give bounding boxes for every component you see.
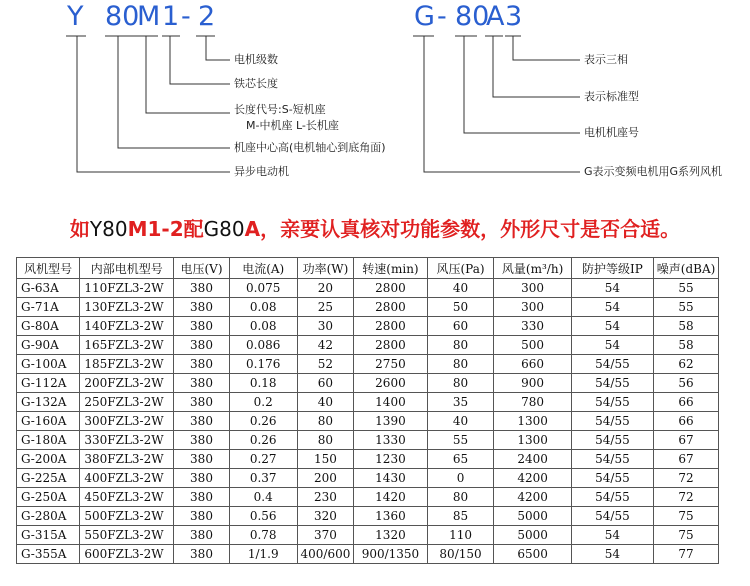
table-row bbox=[17, 469, 719, 488]
cell-noise: 75 bbox=[654, 507, 719, 526]
cell-pressure: 35 bbox=[427, 393, 494, 412]
code-char-y: Y bbox=[67, 1, 84, 32]
table-row bbox=[17, 279, 719, 298]
cell-noise: 72 bbox=[654, 469, 719, 488]
cell-voltage: 380 bbox=[174, 279, 230, 298]
code-char-a: A bbox=[486, 1, 505, 32]
cell-current: 0.176 bbox=[229, 355, 297, 374]
cell-speed: 1230 bbox=[354, 450, 427, 469]
cell-noise: 67 bbox=[654, 431, 719, 450]
cell-voltage: 380 bbox=[174, 355, 230, 374]
model-code-diagram bbox=[0, 0, 750, 200]
cell-pressure: 110 bbox=[427, 526, 494, 545]
cell-fan-model: G-280A bbox=[17, 507, 80, 526]
cell-noise: 67 bbox=[654, 450, 719, 469]
banner-rest: ，亲要认真核对功能参数，外形尺寸是否合适。 bbox=[260, 217, 681, 241]
table-row bbox=[17, 431, 719, 450]
cell-power: 150 bbox=[297, 450, 354, 469]
cell-pressure: 40 bbox=[427, 279, 494, 298]
cell-airflow: 5000 bbox=[494, 526, 571, 545]
cell-noise: 75 bbox=[654, 526, 719, 545]
cell-power: 400/600 bbox=[297, 545, 354, 564]
cell-noise: 66 bbox=[654, 412, 719, 431]
cell-current: 0.26 bbox=[229, 412, 297, 431]
cell-speed: 2800 bbox=[354, 336, 427, 355]
cell-power: 52 bbox=[297, 355, 354, 374]
cell-speed: 2750 bbox=[354, 355, 427, 374]
cell-current: 0.37 bbox=[229, 469, 297, 488]
cell-current: 0.18 bbox=[229, 374, 297, 393]
cell-airflow: 1300 bbox=[494, 431, 571, 450]
cell-motor-model: 550FZL3-2W bbox=[80, 526, 174, 545]
cell-power: 42 bbox=[297, 336, 354, 355]
table-row bbox=[17, 412, 719, 431]
cell-noise: 58 bbox=[654, 317, 719, 336]
annotation-g-series: G表示变频电机用G系列风机 bbox=[584, 165, 723, 178]
cell-current: 0.086 bbox=[229, 336, 297, 355]
table-body bbox=[17, 279, 719, 564]
cell-ip-rating: 54 bbox=[571, 279, 653, 298]
code-char-g: G bbox=[414, 1, 435, 32]
cell-power: 200 bbox=[297, 469, 354, 488]
cell-pressure: 80 bbox=[427, 488, 494, 507]
cell-speed: 1420 bbox=[354, 488, 427, 507]
cell-fan-model: G-355A bbox=[17, 545, 80, 564]
code-char-m: M bbox=[137, 1, 161, 32]
header-fan-model: 风机型号 bbox=[17, 258, 80, 279]
cell-voltage: 380 bbox=[174, 412, 230, 431]
cell-power: 80 bbox=[297, 412, 354, 431]
cell-speed: 2600 bbox=[354, 374, 427, 393]
cell-speed: 2800 bbox=[354, 279, 427, 298]
cell-voltage: 380 bbox=[174, 298, 230, 317]
annotation-frame-number: 电机机座号 bbox=[584, 126, 639, 139]
cell-pressure: 50 bbox=[427, 298, 494, 317]
annotation-standard-type: 表示标准型 bbox=[584, 90, 639, 103]
banner-m12: M1-2 bbox=[127, 217, 184, 241]
cell-fan-model: G-63A bbox=[17, 279, 80, 298]
cell-fan-model: G-160A bbox=[17, 412, 80, 431]
cell-speed: 1360 bbox=[354, 507, 427, 526]
annotation-length-code: 长度代号:S-短机座 bbox=[234, 103, 326, 116]
cell-voltage: 380 bbox=[174, 545, 230, 564]
table-row bbox=[17, 298, 719, 317]
notice-banner bbox=[0, 213, 750, 245]
annotation-core-length: 铁芯长度 bbox=[234, 77, 278, 90]
header-ip-rating: 防护等级IP bbox=[571, 258, 653, 279]
cell-speed: 1320 bbox=[354, 526, 427, 545]
header-current: 电流(A) bbox=[229, 258, 297, 279]
cell-voltage: 380 bbox=[174, 336, 230, 355]
cell-ip-rating: 54/55 bbox=[571, 469, 653, 488]
cell-fan-model: G-250A bbox=[17, 488, 80, 507]
cell-voltage: 380 bbox=[174, 317, 230, 336]
code-char-dash-right: - bbox=[437, 1, 447, 32]
cell-noise: 72 bbox=[654, 488, 719, 507]
cell-power: 25 bbox=[297, 298, 354, 317]
cell-noise: 55 bbox=[654, 298, 719, 317]
cell-motor-model: 380FZL3-2W bbox=[80, 450, 174, 469]
cell-fan-model: G-200A bbox=[17, 450, 80, 469]
cell-ip-rating: 54/55 bbox=[571, 450, 653, 469]
cell-noise: 66 bbox=[654, 393, 719, 412]
cell-fan-model: G-315A bbox=[17, 526, 80, 545]
cell-motor-model: 500FZL3-2W bbox=[80, 507, 174, 526]
cell-speed: 2800 bbox=[354, 317, 427, 336]
cell-motor-model: 330FZL3-2W bbox=[80, 431, 174, 450]
cell-ip-rating: 54/55 bbox=[571, 488, 653, 507]
banner-prefix: 如 bbox=[69, 217, 90, 241]
cell-fan-model: G-112A bbox=[17, 374, 80, 393]
cell-current: 0.27 bbox=[229, 450, 297, 469]
cell-ip-rating: 54 bbox=[571, 298, 653, 317]
cell-ip-rating: 54/55 bbox=[571, 393, 653, 412]
cell-noise: 77 bbox=[654, 545, 719, 564]
cell-airflow: 5000 bbox=[494, 507, 571, 526]
fan-spec-table bbox=[16, 257, 719, 564]
header-voltage: 电压(V) bbox=[174, 258, 230, 279]
cell-airflow: 1300 bbox=[494, 412, 571, 431]
cell-airflow: 300 bbox=[494, 279, 571, 298]
cell-airflow: 330 bbox=[494, 317, 571, 336]
cell-power: 30 bbox=[297, 317, 354, 336]
cell-current: 0.56 bbox=[229, 507, 297, 526]
cell-fan-model: G-90A bbox=[17, 336, 80, 355]
cell-fan-model: G-71A bbox=[17, 298, 80, 317]
cell-ip-rating: 54/55 bbox=[571, 507, 653, 526]
banner-pei: 配 bbox=[183, 217, 204, 241]
code-char-2: 2 bbox=[198, 1, 216, 32]
cell-power: 40 bbox=[297, 393, 354, 412]
cell-airflow: 900 bbox=[494, 374, 571, 393]
cell-ip-rating: 54 bbox=[571, 317, 653, 336]
cell-motor-model: 300FZL3-2W bbox=[80, 412, 174, 431]
table-row bbox=[17, 545, 719, 564]
cell-airflow: 4200 bbox=[494, 488, 571, 507]
cell-voltage: 380 bbox=[174, 526, 230, 545]
cell-current: 0.2 bbox=[229, 393, 297, 412]
code-char-1: 1 bbox=[162, 1, 180, 32]
header-speed: 转速(min) bbox=[354, 258, 427, 279]
table-row bbox=[17, 507, 719, 526]
annotation-three-phase: 表示三相 bbox=[584, 53, 628, 66]
cell-fan-model: G-132A bbox=[17, 393, 80, 412]
cell-pressure: 55 bbox=[427, 431, 494, 450]
cell-ip-rating: 54 bbox=[571, 526, 653, 545]
banner-g: G bbox=[203, 217, 220, 241]
table-row bbox=[17, 393, 719, 412]
table-row bbox=[17, 336, 719, 355]
annotation-frame-height: 机座中心高(电机轴心到底角面) bbox=[234, 141, 386, 154]
cell-speed: 1330 bbox=[354, 431, 427, 450]
cell-pressure: 60 bbox=[427, 317, 494, 336]
header-pressure: 风压(Pa) bbox=[427, 258, 494, 279]
cell-airflow: 780 bbox=[494, 393, 571, 412]
cell-airflow: 660 bbox=[494, 355, 571, 374]
cell-current: 0.075 bbox=[229, 279, 297, 298]
cell-motor-model: 140FZL3-2W bbox=[80, 317, 174, 336]
code-char-dash: - bbox=[181, 1, 191, 32]
cell-noise: 62 bbox=[654, 355, 719, 374]
cell-motor-model: 450FZL3-2W bbox=[80, 488, 174, 507]
cell-ip-rating: 54/55 bbox=[571, 355, 653, 374]
cell-speed: 2800 bbox=[354, 298, 427, 317]
cell-pressure: 65 bbox=[427, 450, 494, 469]
code-char-80: 80 bbox=[105, 1, 140, 32]
header-noise: 噪声(dBA) bbox=[654, 258, 719, 279]
cell-ip-rating: 54 bbox=[571, 545, 653, 564]
banner-80b: 80 bbox=[219, 217, 245, 241]
code-char-80-right: 80 bbox=[455, 1, 490, 32]
cell-airflow: 2400 bbox=[494, 450, 571, 469]
table-row bbox=[17, 526, 719, 545]
annotation-async-motor: 异步电动机 bbox=[234, 165, 289, 178]
cell-voltage: 380 bbox=[174, 507, 230, 526]
annotation-pole-count: 电机级数 bbox=[234, 53, 278, 66]
cell-fan-model: G-180A bbox=[17, 431, 80, 450]
cell-pressure: 85 bbox=[427, 507, 494, 526]
cell-voltage: 380 bbox=[174, 450, 230, 469]
cell-ip-rating: 54/55 bbox=[571, 374, 653, 393]
cell-ip-rating: 54 bbox=[571, 336, 653, 355]
cell-motor-model: 185FZL3-2W bbox=[80, 355, 174, 374]
cell-current: 0.08 bbox=[229, 317, 297, 336]
cell-pressure: 80 bbox=[427, 336, 494, 355]
banner-a: A bbox=[244, 217, 261, 241]
cell-motor-model: 130FZL3-2W bbox=[80, 298, 174, 317]
banner-80a: 80 bbox=[102, 217, 128, 241]
table-row bbox=[17, 488, 719, 507]
table-row bbox=[17, 355, 719, 374]
cell-motor-model: 200FZL3-2W bbox=[80, 374, 174, 393]
cell-fan-model: G-80A bbox=[17, 317, 80, 336]
cell-power: 20 bbox=[297, 279, 354, 298]
cell-voltage: 380 bbox=[174, 374, 230, 393]
cell-pressure: 80/150 bbox=[427, 545, 494, 564]
cell-current: 0.08 bbox=[229, 298, 297, 317]
cell-current: 0.26 bbox=[229, 431, 297, 450]
cell-motor-model: 250FZL3-2W bbox=[80, 393, 174, 412]
cell-motor-model: 600FZL3-2W bbox=[80, 545, 174, 564]
cell-ip-rating: 54/55 bbox=[571, 431, 653, 450]
cell-speed: 900/1350 bbox=[354, 545, 427, 564]
cell-power: 320 bbox=[297, 507, 354, 526]
banner-y: Y bbox=[89, 217, 103, 241]
cell-speed: 1390 bbox=[354, 412, 427, 431]
cell-airflow: 6500 bbox=[494, 545, 571, 564]
cell-pressure: 80 bbox=[427, 355, 494, 374]
cell-motor-model: 110FZL3-2W bbox=[80, 279, 174, 298]
cell-pressure: 80 bbox=[427, 374, 494, 393]
header-motor-model: 内部电机型号 bbox=[80, 258, 174, 279]
cell-noise: 58 bbox=[654, 336, 719, 355]
cell-current: 0.4 bbox=[229, 488, 297, 507]
cell-airflow: 500 bbox=[494, 336, 571, 355]
cell-motor-model: 400FZL3-2W bbox=[80, 469, 174, 488]
cell-pressure: 0 bbox=[427, 469, 494, 488]
cell-power: 370 bbox=[297, 526, 354, 545]
header-power: 功率(W) bbox=[297, 258, 354, 279]
cell-power: 230 bbox=[297, 488, 354, 507]
cell-voltage: 380 bbox=[174, 431, 230, 450]
cell-ip-rating: 54/55 bbox=[571, 412, 653, 431]
cell-current: 1/1.9 bbox=[229, 545, 297, 564]
code-char-3: 3 bbox=[505, 1, 523, 32]
cell-speed: 1430 bbox=[354, 469, 427, 488]
cell-voltage: 380 bbox=[174, 469, 230, 488]
cell-noise: 55 bbox=[654, 279, 719, 298]
annotation-length-code-2: M-中机座 L-长机座 bbox=[246, 119, 339, 132]
cell-current: 0.78 bbox=[229, 526, 297, 545]
cell-speed: 1400 bbox=[354, 393, 427, 412]
cell-motor-model: 165FZL3-2W bbox=[80, 336, 174, 355]
header-airflow: 风量(m³/h) bbox=[494, 258, 571, 279]
cell-voltage: 380 bbox=[174, 488, 230, 507]
table-header-row bbox=[17, 258, 719, 279]
cell-power: 60 bbox=[297, 374, 354, 393]
cell-fan-model: G-100A bbox=[17, 355, 80, 374]
cell-airflow: 4200 bbox=[494, 469, 571, 488]
table-row bbox=[17, 374, 719, 393]
cell-pressure: 40 bbox=[427, 412, 494, 431]
cell-airflow: 300 bbox=[494, 298, 571, 317]
table-row bbox=[17, 450, 719, 469]
table-row bbox=[17, 317, 719, 336]
cell-noise: 56 bbox=[654, 374, 719, 393]
cell-voltage: 380 bbox=[174, 393, 230, 412]
cell-power: 80 bbox=[297, 431, 354, 450]
cell-fan-model: G-225A bbox=[17, 469, 80, 488]
